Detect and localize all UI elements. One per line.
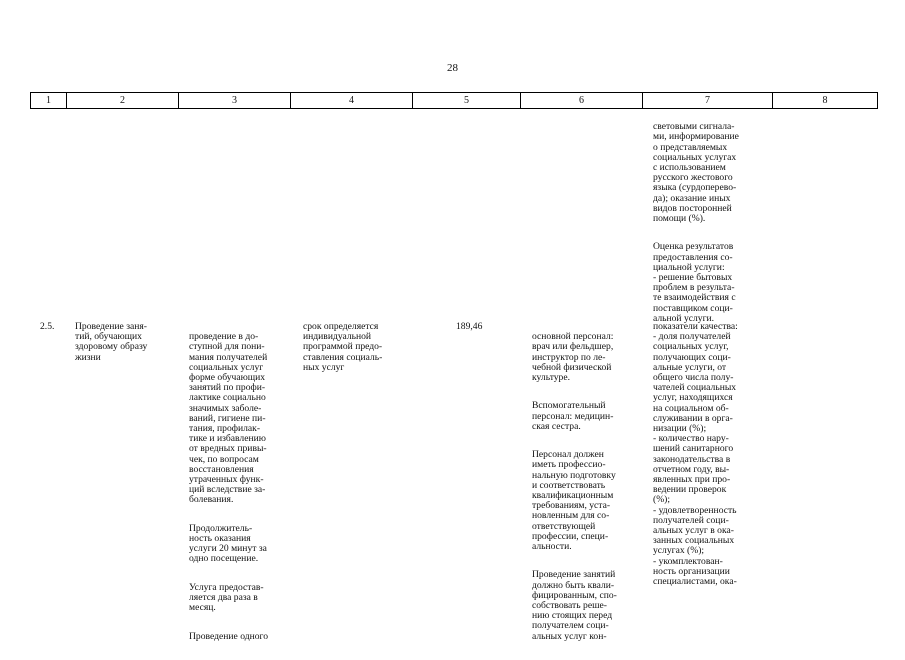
- column-header-row: [30, 92, 878, 109]
- column-number-7: 7: [643, 93, 773, 109]
- quality-indicators: показатели качества: - доля получателей социальных услуг, получающих соци- альные услуги, от общего числа полу- чателей социальных услуг, находящихся на социальном об- служивании в орга- низации (%); - количество нару- шений санитарного законодательства в отчетном году, вы- явленных при про- ведении проверок (%); - удовлетворенность получателей соци- альных услуг в ока- занных социальных услугах (%); - укомплектован- ность организации специалистами, ока-: [653, 321, 738, 588]
- evaluation-paragraph: Оценка результатов предоставления со- циальной услуги: - решение бытовых проблем в результа- те взаимодействия с поставщиком соци- альной услуги.: [653, 241, 736, 324]
- continued-paragraph: световыми сигнала- ми, информирование о представляемых социальных услугах с использованием русского жестового языка (сурдоперево- да); оказание иных видов посторонней помощи (%).: [653, 121, 739, 225]
- column-number-8: 8: [773, 93, 878, 109]
- service-description: [189, 322, 299, 660]
- continued-quality-text: [653, 112, 775, 342]
- column-number-4: 4: [291, 93, 413, 109]
- conduct-paragraph: Проведение занятий должно быть квали- фицированным, спо- собствовать реше- нию стоящих перед получателем соци- альных услуг кон-: [532, 569, 617, 642]
- column-number-3: 3: [179, 93, 291, 109]
- main-staff-paragraph: основной персонал: врач или фельдшер, инструктор по ле- чебной физической культуре.: [532, 331, 614, 384]
- service-price: 189,46: [456, 321, 483, 332]
- column-number-1: 1: [31, 93, 67, 109]
- description-continuation: Проведение одного: [189, 630, 269, 642]
- page-number: 28: [447, 62, 458, 74]
- service-term: срок определяется индивидуальной программой предо- ставления социаль- ных услуг: [303, 321, 383, 373]
- staff-requirements: [532, 322, 650, 660]
- frequency-paragraph: Услуга предостав- ляется два раза в месяц.: [189, 581, 264, 614]
- duration-paragraph: Продолжитель- ность оказания услуги 20 минут за одно посещение.: [189, 522, 267, 565]
- column-number-6: 6: [521, 93, 643, 109]
- column-number-2: 2: [67, 93, 179, 109]
- column-number-5: 5: [413, 93, 521, 109]
- row-number: 2.5.: [40, 321, 55, 332]
- auxiliary-staff-paragraph: Вспомогательный персонал: медицин- ская сестра.: [532, 400, 614, 432]
- service-name: Проведение заня- тий, обучающих здоровому образу жизни: [75, 321, 148, 363]
- description-paragraph: проведение в до- ступной для пони- мания получателей социальных услуг форме обучающих занятий по профи- лактике социально значимых заболе- ваний, гигиене пи- тания, профилак- тике и избавлению от вредных привы- чек, по вопросам восстановления утраченных функ- ций вследствие за- болевания.: [189, 331, 268, 506]
- qualification-paragraph: Персонал должен иметь профессио- нальную подготовку и соответствовать квалификационным требованиям, уста- новленным для со- ответствующей профессии, специ- альности.: [532, 449, 616, 553]
